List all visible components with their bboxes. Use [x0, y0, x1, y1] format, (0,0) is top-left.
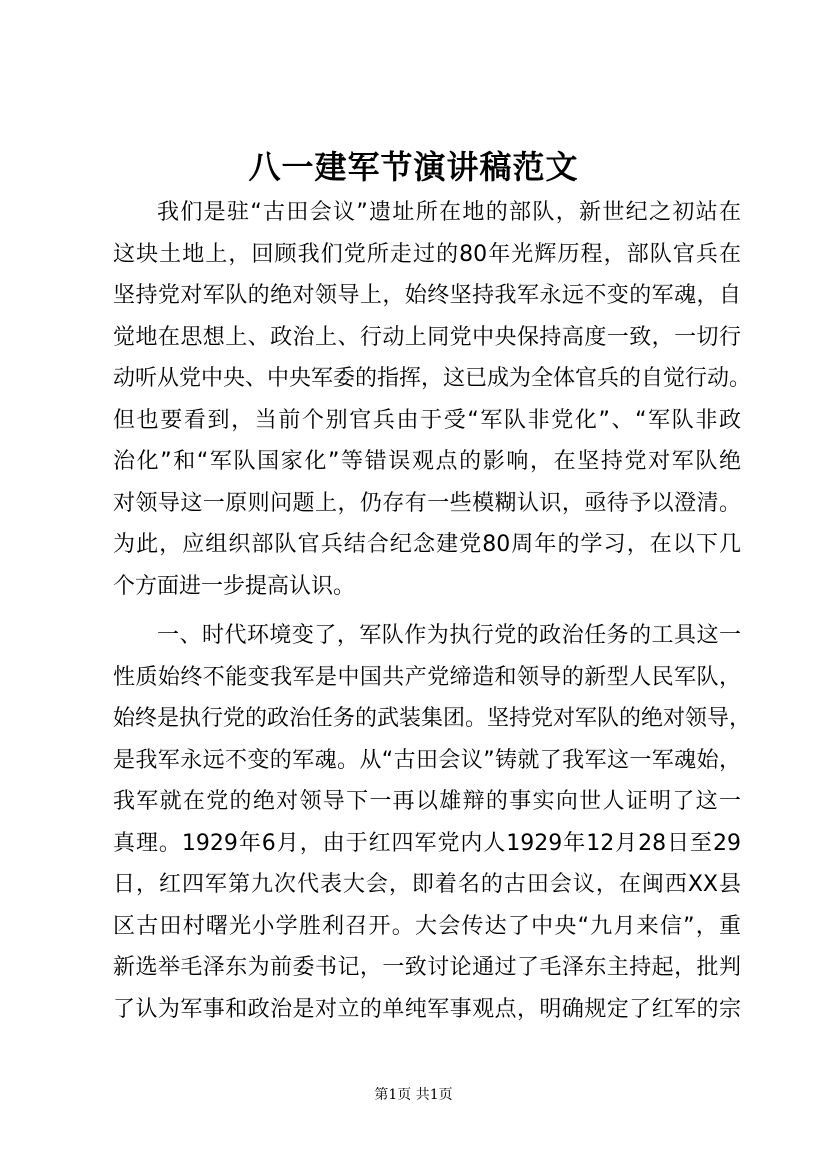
text-line: 始终是执行党的政治任务的武装集团。坚持党对军队的绝对领导， — [113, 706, 752, 731]
text-line: 我们是驻“古田会议”遗址所在地的部队，新世纪之初站在 — [157, 200, 741, 225]
text-line: 为此，应组织部队官兵结合纪念建党80周年的学习，在以下几 — [113, 532, 741, 557]
document-title: 八一建军节演讲稿范文 — [248, 148, 579, 186]
text-line: 对领导这一原则问题上，仍存有一些模糊认识，亟待予以澄清。 — [113, 490, 741, 516]
text-line: 觉地在思想上、政治上、行动上同党中央保持高度一致，一切行 — [113, 324, 741, 350]
text-line: 我军就在党的绝对领导下一再以雄辩的事实向世人证明了这一 — [113, 789, 741, 814]
text-line: 一、时代环境变了，军队作为执行党的政治任务的工具这一 — [157, 623, 741, 648]
document-body — [113, 192, 752, 1030]
text-line: 治化”和“军队国家化”等错误观点的影响，在坚持党对军队绝 — [113, 449, 741, 474]
text-line: 区古田村曙光小学胜利召开。大会传达了中央“九月来信”，重 — [113, 913, 741, 939]
text-line: 但也要看到，当前个别官兵由于受“军队非党化”、“军队非政 — [113, 407, 741, 433]
text-line: 新选举毛泽东为前委书记，一致讨论通过了毛泽东主持起，批判 — [113, 955, 741, 980]
text-line: 了认为军事和政治是对立的单纯军事观点，明确规定了红军的宗 — [113, 996, 741, 1022]
text-line: 这块土地上，回顾我们党所走过的80年光辉历程，部队官兵在 — [113, 241, 741, 267]
text-line: 日，红四军第九次代表大会，即着名的古田会议，在闽西XX县 — [113, 872, 741, 897]
paragraph-gap — [113, 607, 741, 615]
paragraph-2 — [113, 615, 752, 1030]
paragraph-1 — [113, 192, 752, 607]
text-line: 是我军永远不变的军魂。从“古田会议”铸就了我军这一军魂始， — [113, 747, 741, 773]
page-footer: 第1页 共1页 — [374, 1087, 453, 1103]
text-line: 动听从党中央、中央军委的指挥，这已成为全体官兵的自觉行动。 — [113, 366, 752, 391]
text-line: 真理。1929年6月，由于红四军党内人1929年12月28日至29 — [113, 830, 741, 856]
text-line: 坚持党对军队的绝对领导上，始终坚持我军永远不变的军魂，自 — [113, 283, 741, 308]
text-line: 个方面进一步提高认识。 — [113, 573, 356, 599]
text-line: 性质始终不能变我军是中国共产党缔造和领导的新型人民军队， — [113, 664, 741, 690]
